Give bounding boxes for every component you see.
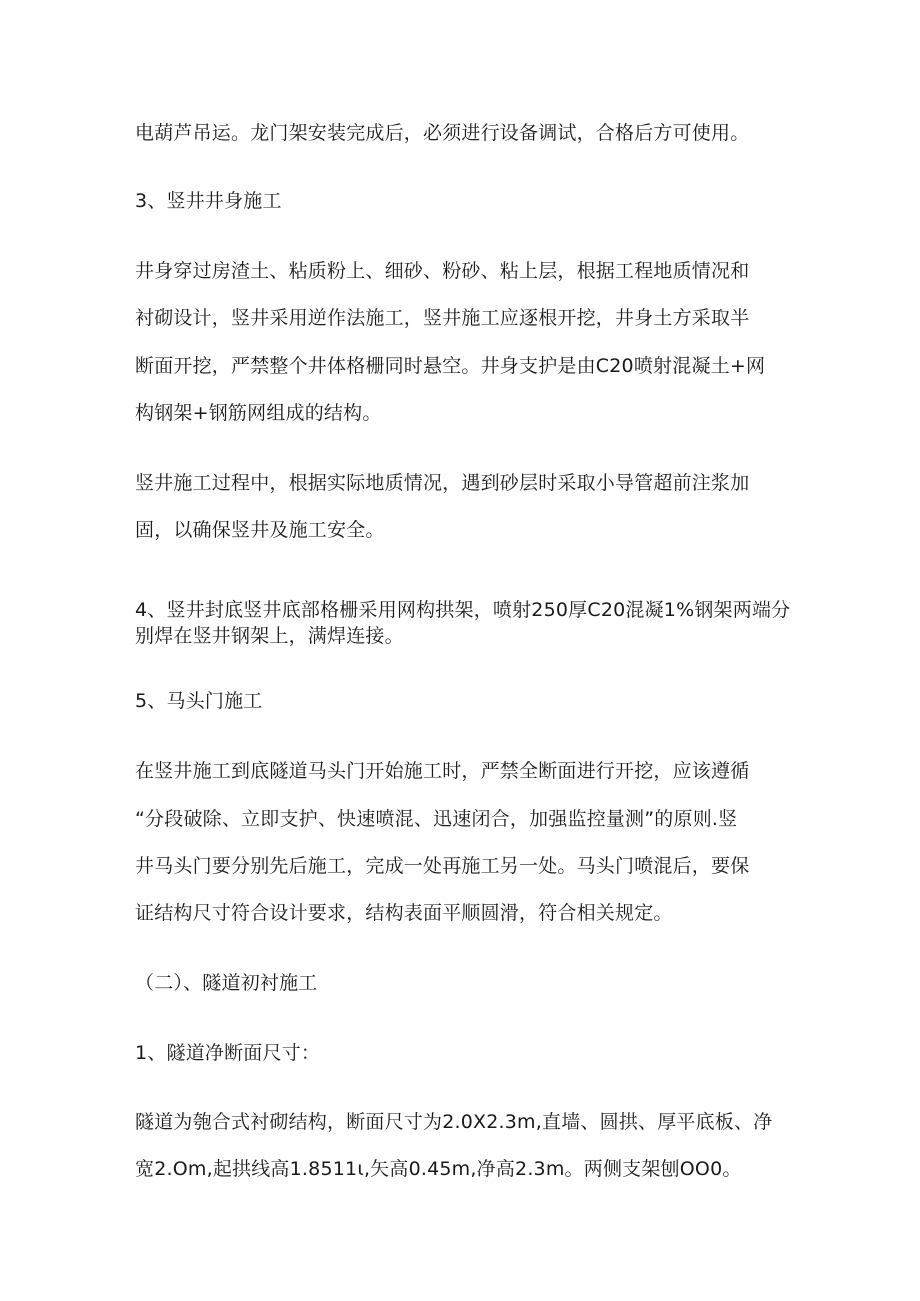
text-line: 井马头门要分别先后施工，完成一处再施工另一处。马头门喷混后，要保	[135, 855, 750, 877]
text-line: “分段破除、立即支护、快速喷混、迅速闭合，加强监控量测”的原则.竖	[135, 808, 738, 830]
text-line: 井身穿过房渣土、粘质粉上、细砂、粉砂、粘上层，根据工程地质情况和	[135, 260, 750, 282]
section-heading: （二）、隧道初衬施工	[135, 972, 318, 994]
text-line: 电葫芦吊运。龙门架安装完成后，必须进行设备调试，合格后方可使用。	[135, 122, 750, 144]
section-heading: 3、竖井井身施工	[135, 190, 282, 212]
text-line: 衬砌设计，竖井采用逆作法施工，竖井施工应逐根开挖，井身土方采取半	[135, 307, 750, 329]
text-line: 别焊在竖井钢架上，满焊连接。	[135, 625, 404, 647]
section-heading: 1、隧道净断面尺寸：	[135, 1042, 321, 1064]
text-line: 断面开挖，严禁整个井体格栅同时悬空。井身支护是由C20喷射混凝土+网	[135, 355, 766, 377]
text-line: 构钢架+钢筋网组成的结构。	[135, 402, 382, 424]
text-line: 4、竖井封底竖井底部格栅采用网构拱架，喷射250厚C20混凝1%钢架两端分	[135, 599, 791, 621]
text-line: 隧道为匏合式衬砌结构，断面尺寸为2.0X2.3m,直墙、圆拱、厚平底板、净	[135, 1111, 773, 1133]
text-line: 证结构尺寸符合设计要求，结构表面平顺圆滑，符合相关规定。	[135, 902, 673, 924]
text-line: 竖井施工过程中，根据实际地质情况，遇到砂层时采取小导管超前注浆加	[135, 472, 750, 494]
text-line: 在竖井施工到底隧道马头门开始施工时，严禁全断面进行开挖，应该遵循	[135, 760, 750, 782]
section-heading: 5、马头门施工	[135, 690, 263, 712]
text-line: 固，以确保竖井及施工安全。	[135, 519, 385, 541]
text-line: 宽2.Om,起拱线高1.8511ι,矢高0.45m,净高2.3m。两侧支架刨OO0。	[135, 1158, 742, 1180]
